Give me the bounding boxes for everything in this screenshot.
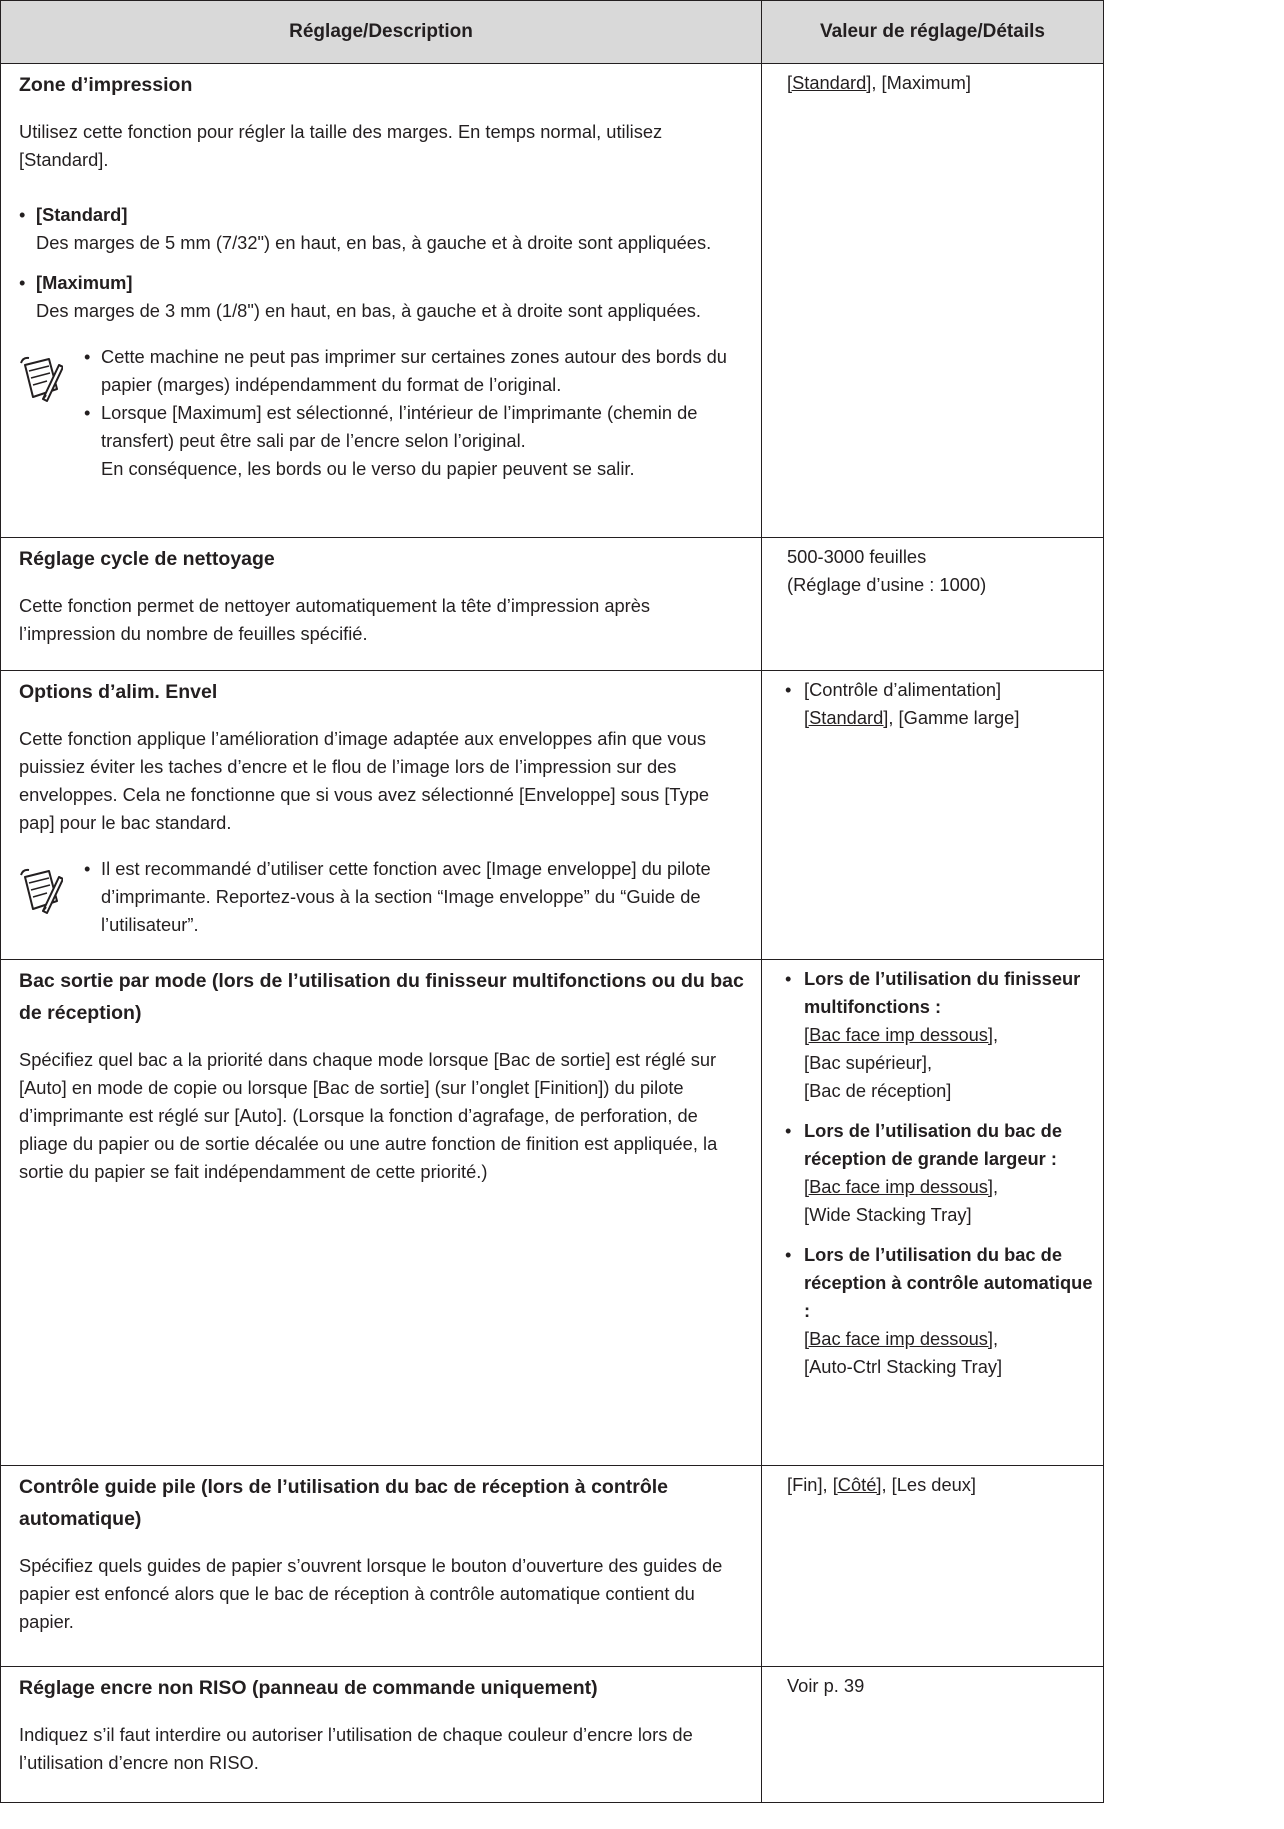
- setting-description: Cette fonction applique l’amélioration d’image adaptée aux enveloppes afin que vous puissiez éviter les taches d’encre et le flou de l’image lors de l’impression sur des enveloppes. Cela ne fonctionne que si vous avez sélectionné [Enveloppe] sous [Type pap] pour le bac standard.: [19, 728, 710, 833]
- setting-title: Zone d’impression: [19, 74, 193, 96]
- memo-pencil-icon: [19, 355, 63, 403]
- note-item: • Il est recommandé d’utiliser cette fonction avec [Image enveloppe] du pilote d’imprimante. Reportez-vous à la section “Image enveloppe” du “Guide de l’utilisateur”.: [84, 858, 711, 935]
- table-row: [1, 960, 1104, 1466]
- note-block: [19, 343, 749, 483]
- default-value: [Bac face imp dessous]: [804, 1328, 993, 1349]
- default-value: [Bac face imp dessous]: [804, 1176, 993, 1197]
- setting-cell: [1, 1466, 762, 1667]
- value-cell: [762, 1667, 1104, 1803]
- value-item: • Lors de l’utilisation du bac de réception à contrôle automatique : [Bac face imp dessous], [Auto-Ctrl Stacking Tray]: [785, 1244, 1093, 1377]
- setting-cell: [1, 538, 762, 671]
- value-item: • Lors de l’utilisation du finisseur multifonctions : [Bac face imp dessous], [Bac supérieur], [Bac de réception]: [785, 968, 1081, 1101]
- table-row: [1, 1466, 1104, 1667]
- setting-cell: [1, 64, 762, 538]
- table-row: [1, 538, 1104, 671]
- setting-value-note: (Réglage d’usine : 1000): [787, 574, 987, 595]
- setting-description: Indiquez s’il faut interdire ou autoriser l’utilisation de chaque couleur d’encre lors de l’utilisation d’encre non RISO.: [19, 1724, 693, 1773]
- setting-cell: [1, 1667, 762, 1803]
- value-cell: [762, 671, 1104, 960]
- setting-title: Réglage cycle de nettoyage: [19, 548, 275, 570]
- setting-value: Voir p. 39: [787, 1675, 865, 1696]
- option-item: • [Standard] Des marges de 5 mm (7/32") en haut, en bas, à gauche et à droite sont appliquées.: [19, 201, 749, 257]
- column-header-setting: Réglage/Description: [1, 1, 762, 64]
- setting-value: 500-3000 feuilles: [787, 546, 927, 567]
- default-value: [Bac face imp dessous]: [804, 1024, 993, 1045]
- default-value: [Standard]: [787, 72, 872, 93]
- note-block: [19, 855, 749, 939]
- table-header-row: [1, 1, 1104, 64]
- option-text: Des marges de 5 mm (7/32") en haut, en bas, à gauche et à droite sont appliquées.: [36, 232, 712, 253]
- option-text: Des marges de 3 mm (1/8") en haut, en bas, à gauche et à droite sont appliquées.: [36, 300, 702, 321]
- value-cell: [762, 1466, 1104, 1667]
- default-value: [Côté]: [832, 1474, 882, 1495]
- note-item: • Lorsque [Maximum] est sélectionné, l’intérieur de l’imprimante (chemin de transfert) peut être sali par de l’encre selon l’original.: [84, 402, 698, 451]
- option-label: [Maximum]: [36, 272, 133, 293]
- setting-value: [Standard], [Maximum]: [787, 72, 971, 93]
- note-item: • Cette machine ne peut pas imprimer sur certaines zones autour des bords du papier (marges) indépendamment du format de l’original.: [84, 346, 727, 395]
- setting-title: Bac sortie par mode (lors de l’utilisation du finisseur multifonctions ou du bac de réception): [19, 970, 744, 1024]
- value-item: • Lors de l’utilisation du bac de réception de grande largeur : [Bac face imp dessous], [Wide Stacking Tray]: [785, 1120, 1062, 1225]
- setting-description: Cette fonction permet de nettoyer automatiquement la tête d’impression après l’impression du nombre de feuilles spécifié.: [19, 595, 651, 644]
- setting-value: [Fin], [Côté], [Les deux]: [787, 1474, 977, 1495]
- setting-title: Options d’alim. Envel: [19, 681, 218, 703]
- value-item: • [Contrôle d’alimentation] [Standard], [Gamme large]: [785, 679, 1020, 728]
- setting-description: Spécifiez quel bac a la priorité dans chaque mode lorsque [Bac de sortie] est réglé sur [Auto] en mode de copie ou lorsque [Bac de sortie] (sur l’onglet [Finition]) du pilote d’imprimante est réglé sur [Auto]. (Lorsque la fonction d’agrafage, de perforation, de pliage du papier ou de sortie décalée ou une autre fonction de finition est appliquée, la sortie du papier se fait indépendamment de cette priorité.): [19, 1049, 718, 1182]
- setting-cell: [1, 671, 762, 960]
- setting-description: Utilisez cette fonction pour régler la taille des marges. En temps normal, utilisez [Standard].: [19, 121, 663, 170]
- setting-title: Réglage encre non RISO (panneau de commande uniquement): [19, 1677, 598, 1699]
- column-header-value: Valeur de réglage/Détails: [762, 1, 1104, 64]
- setting-description: Spécifiez quels guides de papier s’ouvrent lorsque le bouton d’ouverture des guides de papier est enfoncé alors que le bac de réception à contrôle automatique contient du papier.: [19, 1555, 723, 1632]
- table-row: [1, 64, 1104, 538]
- setting-title: Contrôle guide pile (lors de l’utilisation du bac de réception à contrôle automatique): [19, 1476, 668, 1530]
- memo-pencil-icon: [19, 867, 63, 915]
- option-item: • [Maximum] Des marges de 3 mm (1/8") en haut, en bas, à gauche et à droite sont appliquées.: [19, 269, 749, 325]
- value-cell: [762, 64, 1104, 538]
- option-label: [Standard]: [36, 204, 128, 225]
- setting-cell: [1, 960, 762, 1466]
- value-cell: [762, 538, 1104, 671]
- value-cell: [762, 960, 1104, 1466]
- note-item: En conséquence, les bords ou le verso du papier peuvent se salir.: [101, 458, 635, 479]
- default-value: [Standard]: [804, 707, 889, 728]
- table-row: [1, 1667, 1104, 1803]
- table-row: [1, 671, 1104, 960]
